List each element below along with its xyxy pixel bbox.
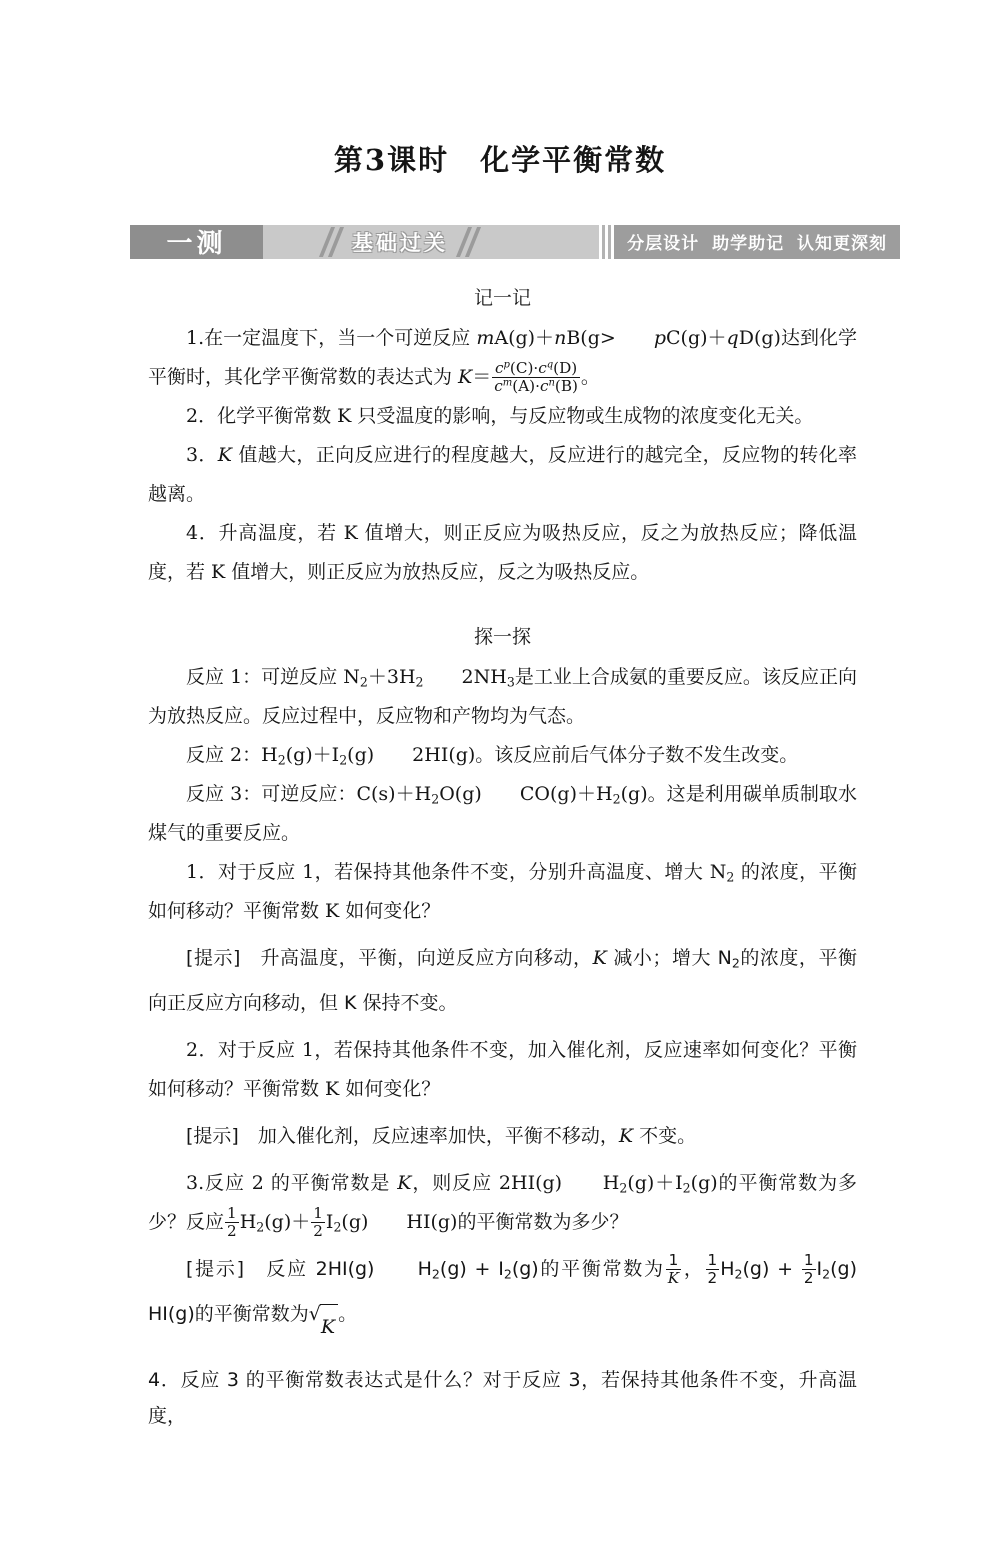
square-root: √ K	[309, 1304, 338, 1350]
page-header	[0, 140, 1000, 181]
fraction: $\frac{1}{2}$	[227, 1204, 237, 1241]
slash-decoration-right	[462, 225, 475, 259]
banner-badge	[130, 225, 263, 259]
explore-hint-3: [提示] 反应 2HI(g) H2(g) + I2(g)的平衡常数为 $\frac{1}{K}$ ， $\frac{1}{2}$ H2(g) + $\frac{1}{2}$ I2(g) HI(g)的平衡常数为 √ K 。	[148, 1247, 857, 1350]
explore-heading: 探一探	[473, 625, 531, 648]
remember-item-4: 4．升高温度，若 K 值增大，则正反应为吸热反应，反之为放热反应；降低温度，若 K 值增大，则正反应为放热反应，反之为吸热反应。	[148, 521, 857, 583]
explore-q3: 3.反应 2 的平衡常数是 K，则反应 2HI(g) H2(g)＋I2(g)的平衡常数为多少？反应 $\frac{1}{2}$ H2(g)＋ $\frac{1}{2}$ I2(g) HI(g)的平衡常数为多少？	[148, 1171, 857, 1241]
fraction: $\frac{c^p(C)\cdot c^q(D)}{c^m(A)\cdot c^n(B)}$	[494, 359, 578, 396]
explore-q4: 4．反应 3 的平衡常数表达式是什么？对于反应 3，若保持其他条件不变，升高温度，	[148, 1368, 857, 1427]
fraction: $\frac{1}{2}$	[707, 1250, 718, 1287]
reaction-2: 反应 2：H2(g)＋I2(g) 2HI(g)。该反应前后气体分子数不发生改变。	[186, 743, 799, 768]
slash-decoration-left	[325, 225, 338, 259]
remember-item-3: 3．K 值越大，正向反应进行的程度越大，反应进行的越完全，反应物的转化率越离。	[148, 443, 857, 505]
fraction: $\frac{1}{K}$	[667, 1250, 680, 1287]
remember-item-1: 1.在一定温度下，当一个可逆反应 mA(g)＋nB(g> pC(g)＋qD(g)达到化学平衡时，其化学平衡常数的表达式为 K＝ $\frac{c^p(C)\cdot c^q(D)}{c^m(A)\cdot c^n(B)}$ 。	[148, 326, 857, 396]
banner-tagline: 分层设计 助学助记 认知更深刻	[614, 225, 900, 259]
fraction: $\frac{1}{2}$	[313, 1204, 323, 1241]
banner-stripe-separator	[599, 225, 614, 259]
fraction: $\frac{1}{2}$	[803, 1250, 814, 1287]
remember-item-2: 2．化学平衡常数 K 只受温度的影响，与反应物或生成物的浓度变化无关。	[186, 404, 814, 427]
reaction-1: 反应 1：可逆反应 N2＋3H2 2NH3是工业上合成氨的重要反应。该反应正向为放热反应。反应过程中，反应物和产物均为气态。	[148, 665, 857, 727]
banner-strip-label: 基础过关	[352, 230, 448, 255]
explore-q1: 1．对于反应 1，若保持其他条件不变，分别升高温度、增大 N2 的浓度，平衡如何移动？平衡常数 K 如何变化？	[148, 860, 857, 922]
section-banner	[130, 225, 900, 259]
banner-strip	[263, 225, 599, 259]
explore-q2: 2．对于反应 1，若保持其他条件不变，加入催化剂，反应速率如何变化？平衡如何移动？平衡常数 K 如何变化？	[148, 1038, 857, 1100]
explore-hint-2: [提示] 加入催化剂，反应速率加快，平衡不移动，K 不变。	[186, 1124, 697, 1147]
page-title: 第3课时 化学平衡常数	[333, 143, 667, 177]
remember-heading: 记一记	[473, 286, 531, 309]
explore-hint-1: [提示] 升高温度，平衡，向逆反应方向移动，K 减小；增大 N2的浓度，平衡向正反应方向移动，但 K 保持不变。	[148, 946, 857, 1014]
banner-badge-label: 一测	[166, 229, 227, 260]
reaction-3: 反应 3：可逆反应：C(s)＋H2O(g) CO(g)＋H2(g)。这是利用碳单质制取水煤气的重要反应。	[148, 782, 857, 844]
document-content	[0, 277, 1000, 1434]
